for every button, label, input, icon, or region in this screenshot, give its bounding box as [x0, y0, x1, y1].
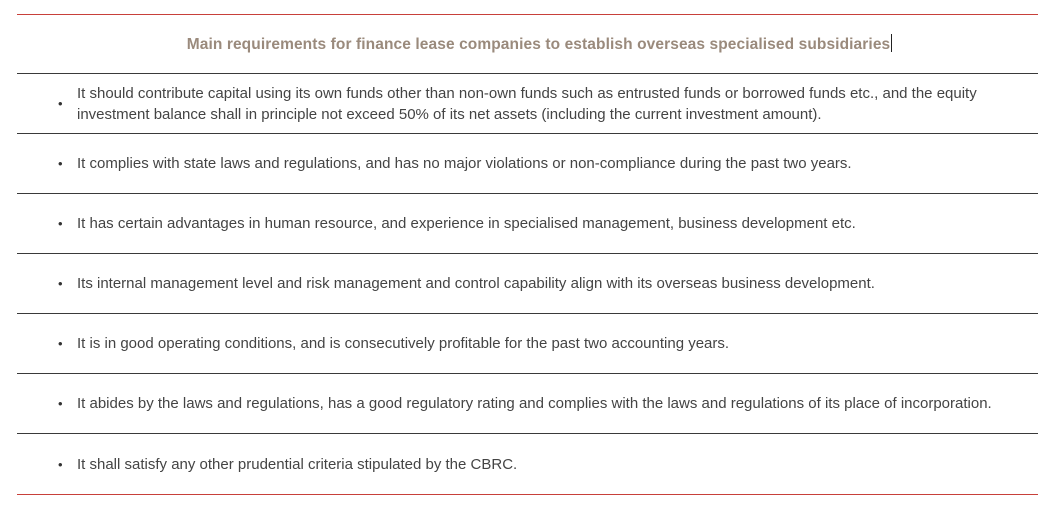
requirement-row: [17, 74, 1038, 134]
table-title: Main requirements for finance lease companies to establish overseas specialised subsidiaries: [186, 36, 891, 53]
bullet-icon: •: [58, 276, 63, 291]
requirement-text: It abides by the laws and regulations, has a good regulatory rating and complies with the laws and regulations of its place of incorporation.: [77, 395, 992, 412]
requirement-text: It has certain advantages in human resource, and experience in specialised management, business development etc.: [77, 215, 856, 232]
requirement-row: [17, 434, 1038, 494]
table-header: [17, 15, 1038, 74]
requirement-text: Its internal management level and risk management and control capability align with its overseas business development.: [77, 275, 875, 292]
requirement-text: It is in good operating conditions, and is consecutively profitable for the past two accounting years.: [77, 335, 730, 352]
requirement-row: [17, 314, 1038, 374]
requirement-row: [17, 134, 1038, 194]
bullet-icon: •: [58, 456, 63, 472]
bullet-icon: •: [58, 336, 63, 351]
text-cursor: [891, 34, 892, 52]
requirement-text: It should contribute capital using its own funds other than non-own funds such as entrusted funds or borrowed funds etc., and the equity investment balance shall in principle not exceed 50% of its net assets (including the current investment amount).: [77, 84, 977, 123]
bullet-icon: •: [58, 96, 63, 111]
requirement-row: [17, 254, 1038, 314]
requirement-row: [17, 374, 1038, 434]
bullet-icon: •: [58, 216, 63, 231]
bullet-icon: •: [58, 156, 63, 171]
requirements-table: [17, 14, 1038, 495]
bullet-icon: •: [58, 396, 63, 411]
bottom-rule: [17, 494, 1038, 495]
requirement-row: [17, 194, 1038, 254]
requirement-text: It shall satisfy any other prudential criteria stipulated by the CBRC.: [77, 455, 518, 473]
requirement-text: It complies with state laws and regulations, and has no major violations or non-compliance during the past two years.: [77, 155, 852, 172]
